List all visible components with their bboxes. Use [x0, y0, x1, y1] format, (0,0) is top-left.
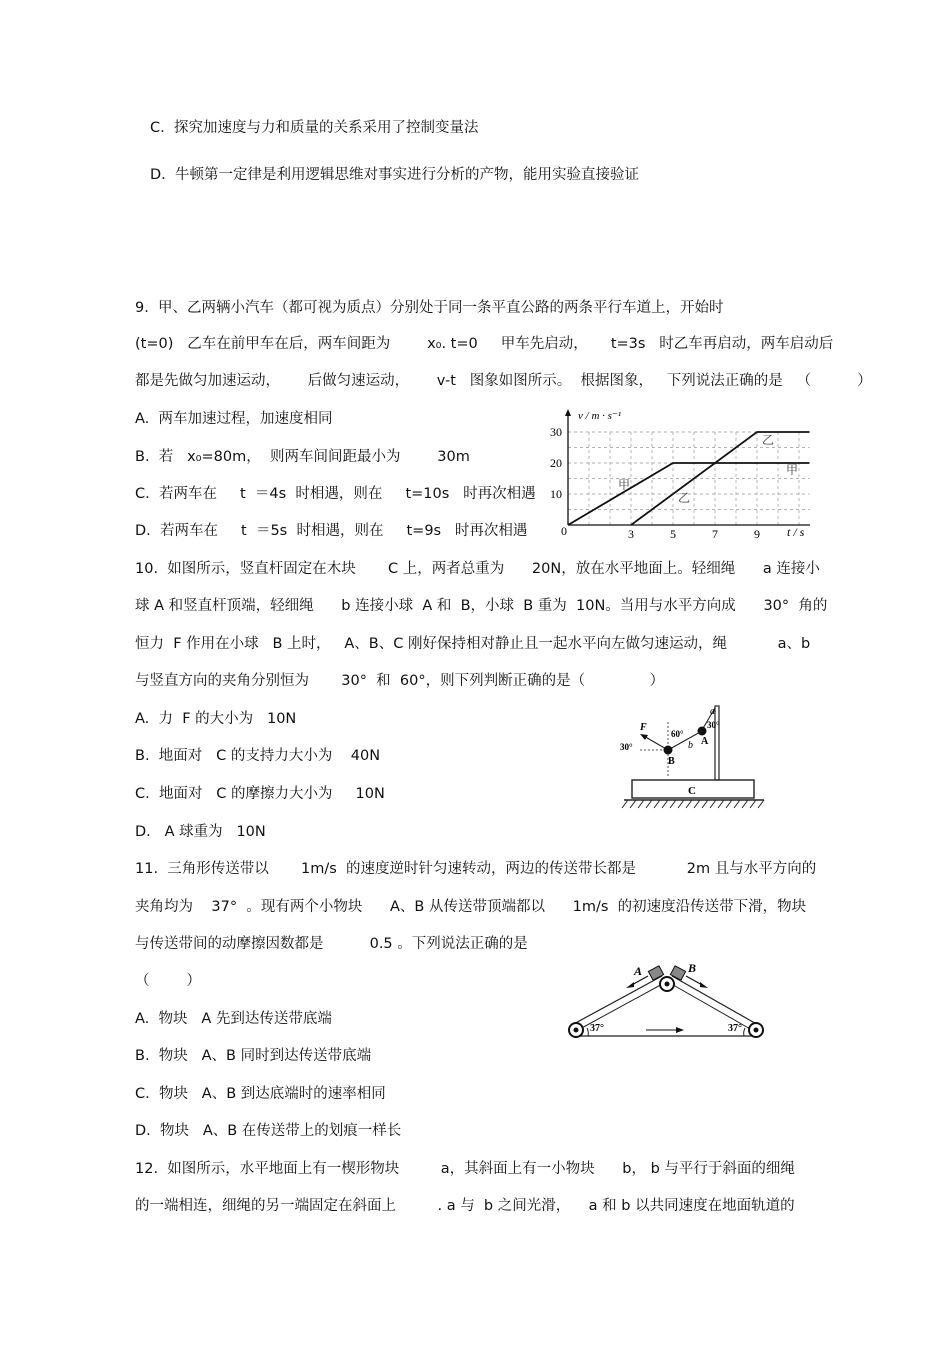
vt-x-tick-label: 9: [754, 527, 760, 541]
q10-option-c: C. 地面对 C 的摩擦力大小为 10N: [135, 786, 385, 802]
force-f-label: F: [640, 722, 647, 733]
q9-stem-line3: 都是先做匀加速运动， 后做匀速运动， v-t 图象如图所示。 根据图象， 下列说法正确的是 （ ）: [135, 373, 872, 389]
q12-stem-line2: 的一端相连，细绳的另一端固定在斜面上 . a 与 b 之间光滑， a 和 b 以共同速度在地面轨道的: [135, 1198, 795, 1214]
force-f-arrowhead: [640, 734, 648, 740]
angle-arc-right: [744, 1028, 745, 1036]
block-b-arrowhead: [700, 982, 708, 988]
rope-b-label: b: [688, 740, 693, 751]
ball-a-label: A: [701, 736, 709, 747]
ground-hatching: [622, 800, 764, 808]
q11-option-d: D. 物块 A、B 在传送带上的划痕一样长: [135, 1123, 402, 1139]
block-a: [648, 966, 663, 980]
q9-option-b: B. 若 x₀=80m， 则两车间间距最小为 30m: [135, 449, 470, 465]
q12-stem-line1: 12. 如图所示，水平地面上有一楔形物块 a，其斜面上有一小物块 b， b 与平行于斜面的细绳: [135, 1161, 795, 1177]
vt-x-tick-label: 5: [670, 527, 676, 541]
vt-chart: [540, 405, 810, 545]
vt-y-tick-label: 10: [550, 487, 562, 501]
q11-stem-line3: 与传送带间的动摩擦因数都是 0.5 。下列说法正确的是: [135, 936, 528, 952]
q10-stem-line4: 与竖直方向的夹角分别恒为 30° 和 60°，则下列判断正确的是（ ）: [135, 673, 665, 689]
q8-option-d: D. 牛顿第一定律是利用逻辑思维对事实进行分析的产物，能用实验直接验证: [150, 167, 639, 183]
q11-option-c: C. 物块 A、B 到达底端时的速率相同: [135, 1086, 386, 1102]
vt-x-tick-label: 7: [712, 527, 718, 541]
vt-end-label-jia: 甲: [786, 463, 799, 477]
vertical-rod: [715, 706, 719, 780]
q11-stem-line1: 11. 三角形传送带以 1m/s 的速度逆时针匀速转动，两边的传送带长都是 2m 且与水平方向的: [135, 861, 817, 877]
q11-option-a: A. 物块 A 先到达传送带底端: [135, 1011, 332, 1027]
q10-option-a: A. 力 F 的大小为 10N: [135, 711, 297, 727]
block-b-label: B: [688, 961, 697, 975]
vt-tick-labels: [550, 425, 760, 541]
belt-motion-arrowhead: [676, 1027, 684, 1033]
q8-option-c: C. 探究加速度与力和质量的关系采用了控制变量法: [150, 120, 479, 136]
q9-option-a: A. 两车加速过程，加速度相同: [135, 411, 333, 427]
rod-ball-figure: [610, 700, 770, 812]
q10-stem-line1: 10. 如图所示，竖直杆固定在木块 C 上，两者总重为 20N，放在水平地面上。轻细绳 a 连接小: [135, 561, 820, 577]
rope-a-label: a: [710, 706, 715, 717]
vt-y-tick-label: 20: [550, 456, 562, 470]
q10-option-d: D. A 球重为 10N: [135, 824, 266, 840]
q11-stem-line4: （ ）: [135, 973, 201, 989]
vt-y-tick-label: 30: [550, 425, 562, 439]
vt-y-axis-arrowhead: [565, 409, 571, 416]
vt-x-axis-label: t / s: [787, 525, 805, 539]
q10-stem-line3: 恒力 F 作用在小球 B 上时， A、B、C 刚好保持相对静止且一起水平向左做匀速运动，绳 a、b: [135, 636, 811, 652]
belt-left-outer: [570, 976, 662, 1026]
q9-option-c: C. 若两车在 t ＝4s 时相遇，则在 t=10s 时再次相遇: [135, 486, 536, 502]
ball-b: [664, 746, 673, 755]
belt-right-outer: [672, 976, 760, 1026]
right-pulley-axle: [754, 1028, 759, 1033]
vt-origin-label: 0: [561, 524, 567, 538]
vt-y-axis-label: v / m · s⁻¹: [578, 410, 622, 422]
q10-option-b: B. 地面对 C 的支持力大小为 40N: [135, 748, 381, 764]
block-a-label: A: [634, 964, 643, 978]
angle-30-top: 30°: [707, 720, 720, 730]
top-pulley-axle: [665, 982, 670, 987]
vt-axes: [565, 409, 810, 528]
left-pulley-axle: [574, 1028, 579, 1033]
ball-b-label: B: [668, 756, 675, 767]
angle-left: 37°: [590, 1023, 604, 1034]
block-a-arrowhead: [626, 982, 634, 988]
angle-60: 60°: [671, 729, 684, 739]
q9-stem-line1: 9. 甲、乙两辆小汽车（都可视为质点）分别处于同一条平直公路的两条平行车道上，开始时: [135, 300, 724, 316]
q11-option-b: B. 物块 A、B 同时到达传送带底端: [135, 1048, 372, 1064]
angle-30-left: 30°: [620, 742, 633, 752]
q10-stem-line2: 球 A 和竖直杆顶端，轻细绳 b 连接小球 A 和 B，小球 B 重为 10N。当用与水平方向成 30° 角的: [135, 598, 828, 614]
q11-stem-line2: 夹角均为 37° 。现有两个小物块 A、B 从传送带顶端都以 1m/s 的初速度沿传送带下滑，物块: [135, 899, 807, 915]
vt-series-label-yi: 乙: [678, 491, 691, 505]
q9-option-d: D. 若两车在 t ＝5s 时相遇，则在 t=9s 时再次相遇: [135, 523, 528, 539]
q9-stem-line2: (t=0) 乙车在前甲车在后，两车间距为 x₀. t=0 甲车先启动， t=3s 时乙车再启动，两车启动后: [135, 336, 834, 352]
angle-arc-left: [587, 1028, 588, 1036]
vt-x-tick-label: 3: [628, 527, 634, 541]
angle-right: 37°: [728, 1023, 742, 1034]
vt-series-label-jia: 甲: [618, 478, 631, 492]
block-c-label: C: [688, 785, 696, 797]
vt-end-label-yi: 乙: [762, 433, 775, 447]
block-b: [670, 966, 685, 980]
conveyor-belt-figure: [560, 958, 780, 1048]
